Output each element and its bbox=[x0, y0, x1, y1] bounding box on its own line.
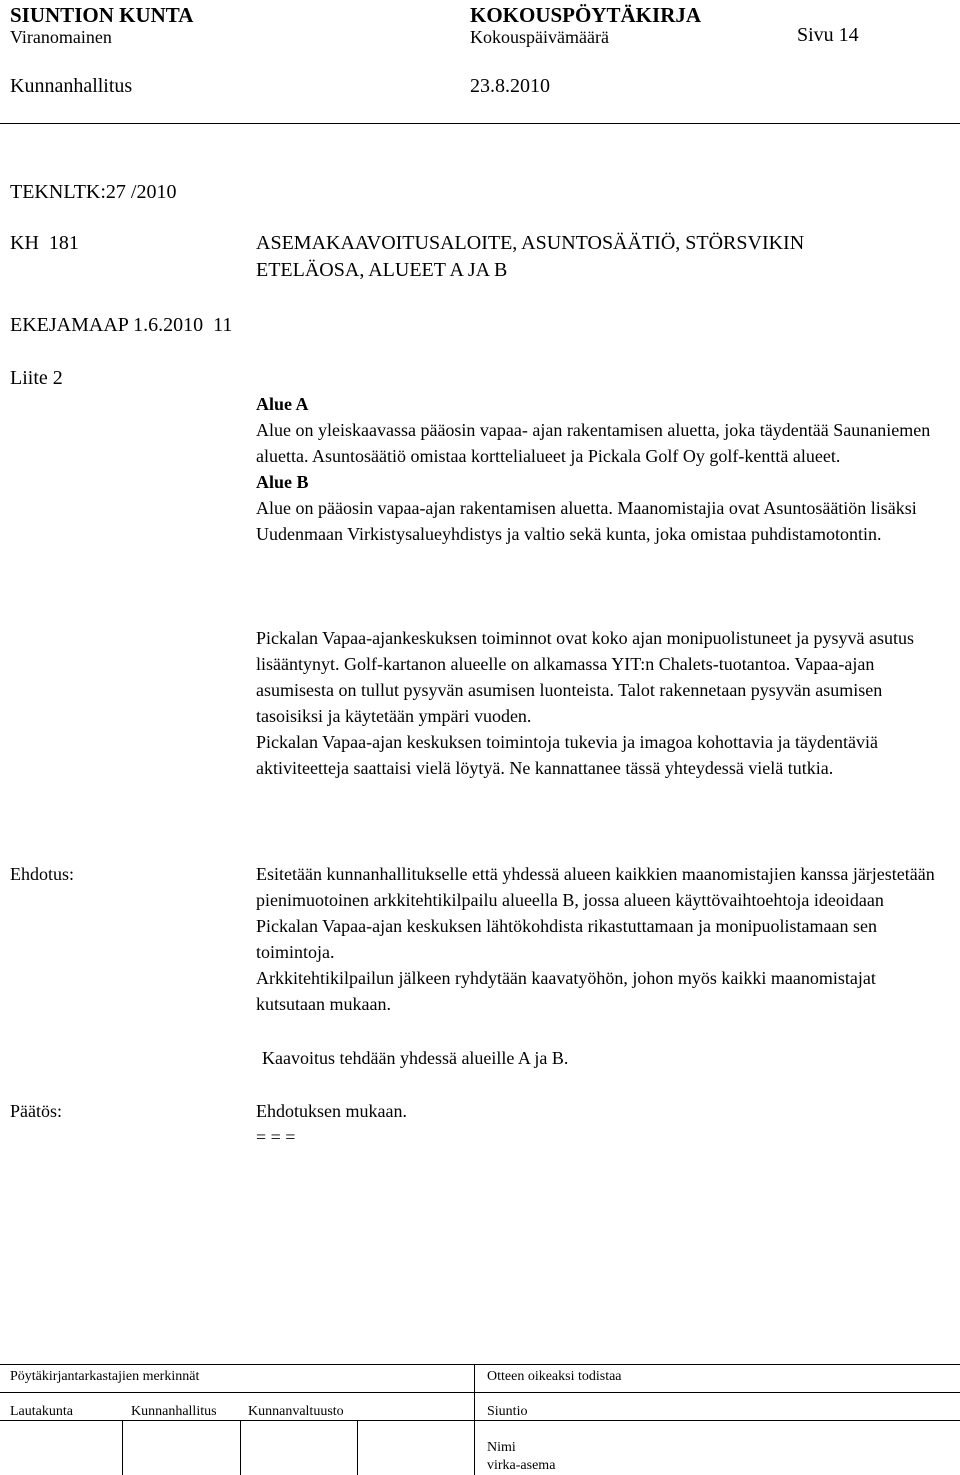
footer-divider-2 bbox=[240, 1420, 241, 1475]
proposal-paragraph-2: Arkkitehtikilpailun jälkeen ryhdytään kaavatyöhön, johon myös kaikki maanomistajat kutsutaan mukaan. bbox=[256, 968, 876, 1014]
footer-board: Lautakunta bbox=[10, 1404, 73, 1419]
area-description bbox=[256, 391, 946, 547]
area-b-text: Alue on pääosin vapaa-ajan rakentamisen aluetta. Maanomistajia ovat Asuntosäätiön lisäksi Uudenmaan Virkistysalueyhdistys ja valtio sekä kunta, joka omistaa puhdistamotontin. bbox=[256, 498, 917, 544]
item-title-line1: ASEMAKAAVOITUSALOITE, ASUNTOSÄÄTIÖ, STÖRSVIKIN bbox=[256, 232, 805, 254]
description-paragraph-2: Pickalan Vapaa-ajan keskuksen toimintoja tukevia ja imagoa kohottavia ja täydentäviä aktiviteetteja saattaisi vielä löytyä. Ne kannattanee tässä yhteydessä vielä tutkia. bbox=[256, 732, 878, 778]
municipality-name: SIUNTION KUNTA bbox=[10, 3, 194, 27]
proposal-text bbox=[256, 861, 946, 1017]
footer-top-line bbox=[0, 1364, 960, 1365]
authority-label: Viranomainen bbox=[10, 27, 112, 47]
description-paragraph-1: Pickalan Vapaa-ajankeskuksen toiminnot ovat koko ajan monipuolistuneet ja pysyvä asutus lisääntynyt. Golf-kartanon alueelle on alkamassa YIT:n Chalets-tuotantoa. Vapaa-ajan asumisesta on tullut pysyvän asumisen luonteista. Talot rakennetaan pysyvän asumisen tasoisiksi ja käytetään ympäri vuoden. bbox=[256, 628, 915, 726]
footer-municipal-board: Kunnanhallitus bbox=[131, 1404, 217, 1419]
background-description bbox=[256, 625, 946, 781]
section-number: KH 181 bbox=[10, 232, 79, 254]
area-a-heading: Alue A bbox=[256, 394, 309, 414]
document-type: KOKOUSPÖYTÄKIRJA bbox=[470, 3, 702, 27]
footer-center-divider bbox=[474, 1364, 475, 1475]
footer-place: Siuntio bbox=[487, 1404, 528, 1419]
footer-divider-3 bbox=[357, 1420, 358, 1475]
decision-label: Päätös: bbox=[10, 1101, 62, 1121]
proposal-label: Ehdotus: bbox=[10, 864, 75, 884]
footer-title-label: virka-asema bbox=[487, 1458, 556, 1473]
certified-label: Otteen oikeaksi todistaa bbox=[487, 1369, 622, 1384]
meeting-date: 23.8.2010 bbox=[470, 75, 550, 97]
attachment-label: Liite 2 bbox=[10, 367, 63, 389]
header-divider bbox=[0, 123, 960, 124]
area-b-heading: Alue B bbox=[256, 472, 309, 492]
page-number: Sivu 14 bbox=[797, 24, 859, 46]
item-title-line2: ETELÄOSA, ALUEET A JA B bbox=[256, 259, 508, 281]
footer-divider-1 bbox=[122, 1420, 123, 1475]
authority-name: Kunnanhallitus bbox=[10, 75, 133, 97]
area-a-text: Alue on yleiskaavassa pääosin vapaa- ajan rakentamisen aluetta, joka täydentää Saunaniemen aluetta. Asuntosäätiö omistaa korttelialueet ja Pickala Golf Oy golf-kenttä alueet. bbox=[256, 420, 931, 466]
reference-number: TEKNLTK:27 /2010 bbox=[10, 181, 177, 203]
footer-council: Kunnanvaltuusto bbox=[248, 1404, 344, 1419]
proposal-paragraph-1: Esitetään kunnanhallitukselle että yhdessä alueen kaikkien maanomistajien kanssa järjestetään pienimuotoinen arkkitehtikilpailu alueella B, jossa alueen käyttövaihtoehtoja ideoidaan Pickalan Vapaa-ajan keskuksen lähtökohdista rikastuttamaan ja monipuolistamaan sen toimintoja. bbox=[256, 864, 935, 962]
previous-handling: EKEJAMAAP 1.6.2010 11 bbox=[10, 314, 233, 336]
footer-name-label: Nimi bbox=[487, 1440, 516, 1455]
checkers-label: Pöytäkirjantarkastajien merkinnät bbox=[10, 1369, 200, 1384]
footer-middle-line bbox=[0, 1392, 960, 1393]
proposal-paragraph-3: Kaavoitus tehdään yhdessä alueille A ja B. bbox=[262, 1048, 569, 1068]
decision-text: Ehdotuksen mukaan. bbox=[256, 1101, 407, 1121]
end-marker: = = = bbox=[256, 1127, 296, 1147]
date-label: Kokouspäivämäärä bbox=[470, 27, 609, 47]
